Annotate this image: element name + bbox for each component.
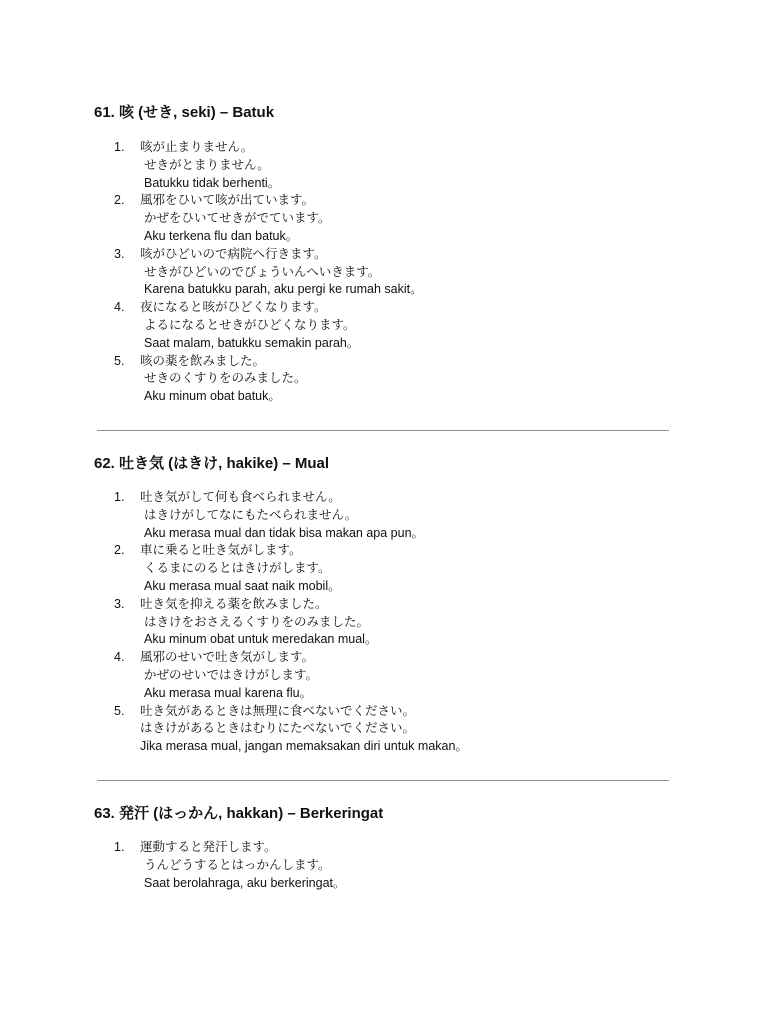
translation: Aku minum obat batuk。: [144, 389, 281, 404]
translation: Aku terkena flu dan batuk。: [144, 228, 299, 243]
translation: Saat malam, batukku semakin parah。: [144, 335, 360, 350]
vocab-section-62: [94, 455, 694, 754]
kana-reading: くるまにのるとはきけがします。: [144, 561, 331, 576]
kanji-sentence: 吐き気を抑える薬を飲みました。: [140, 596, 328, 611]
example-entry: [114, 839, 674, 892]
example-entry: [114, 139, 674, 192]
example-entry: [114, 649, 674, 702]
example-entry: [114, 299, 674, 352]
kana-reading: うんどうするとはっかんします。: [144, 857, 331, 872]
entry-number: 1.: [114, 840, 125, 854]
example-entry: [114, 353, 674, 406]
vocab-section-63: [94, 805, 694, 890]
entry-number: 5.: [114, 703, 125, 718]
kanji-sentence: 咳がひどいので病院へ行きます。: [140, 246, 327, 261]
section-divider: [97, 430, 669, 431]
kanji-sentence: 風邪をひいて咳が出ています。: [140, 193, 315, 208]
vocab-section-61: [94, 104, 694, 404]
kana-reading: はきけがあるときはむりにたべないでください。: [140, 721, 416, 736]
translation: Aku merasa mual saat naik mobil。: [144, 578, 341, 593]
entry-number: 4.: [114, 650, 125, 665]
entry-number: 3.: [114, 596, 125, 611]
example-list: [114, 489, 674, 756]
section-heading: 62. 吐き気 (はきけ, hakike) – Mual: [94, 455, 330, 472]
example-list: [114, 139, 674, 406]
kana-reading: せきがとまりません。: [144, 157, 270, 172]
example-entry: [114, 246, 674, 299]
kanji-sentence: 咳が止まりません。: [140, 140, 254, 154]
section-divider: [97, 780, 669, 781]
kana-reading: かぜをひいてせきがでています。: [144, 211, 331, 226]
entry-number: 1.: [114, 490, 125, 504]
translation: Aku minum obat untuk meredakan mual。: [144, 632, 378, 647]
kanji-sentence: 運動すると発汗します。: [140, 840, 277, 854]
kana-reading: はきけをおさえるくすりをのみました。: [144, 614, 370, 629]
translation: Aku merasa mual karena flu。: [144, 685, 313, 700]
example-entry: [114, 489, 674, 542]
kana-reading: せきがひどいのでびょういんへいきます。: [144, 264, 381, 279]
kanji-sentence: 咳の薬を飲みました。: [140, 353, 266, 368]
translation: Jika merasa mual, jangan memaksakan diri untuk makan。: [140, 739, 468, 754]
translation: Batukku tidak berhenti。: [144, 175, 281, 190]
example-entry: [114, 703, 674, 756]
entry-number: 4.: [114, 300, 125, 315]
entry-number: 5.: [114, 353, 125, 368]
entry-number: 2.: [114, 193, 125, 208]
example-entry: [114, 596, 674, 649]
example-entry: [114, 192, 674, 245]
kana-reading: はきけがしてなにもたべられません。: [144, 507, 358, 522]
kanji-sentence: 夜になると咳がひどくなります。: [140, 300, 327, 315]
entry-number: 3.: [114, 246, 125, 261]
translation: Karena batukku parah, aku pergi ke rumah sakit。: [144, 282, 423, 297]
entry-number: 2.: [114, 543, 125, 558]
example-list: [114, 839, 674, 892]
kana-reading: かぜのせいではきけがします。: [144, 667, 319, 682]
kanji-sentence: 車に乗ると吐き気がします。: [140, 543, 302, 558]
translation: Aku merasa mual dan tidak bisa makan apa pun。: [144, 525, 425, 540]
example-entry: [114, 542, 674, 595]
kanji-sentence: 吐き気がして何も食べられません。: [140, 490, 341, 504]
entry-number: 1.: [114, 140, 125, 154]
kanji-sentence: 吐き気があるときは無理に食べないでください。: [140, 703, 416, 718]
translation: Saat berolahraga, aku berkeringat。: [144, 875, 346, 890]
section-heading: 61. 咳 (せき, seki) – Batuk: [94, 104, 275, 121]
section-heading: 63. 発汗 (はっかん, hakkan) – Berkeringat: [94, 805, 384, 822]
kana-reading: せきのくすりをのみました。: [144, 371, 307, 386]
kanji-sentence: 風邪のせいで吐き気がします。: [140, 650, 315, 665]
kana-reading: よるになるとせきがひどくなります。: [144, 317, 356, 332]
